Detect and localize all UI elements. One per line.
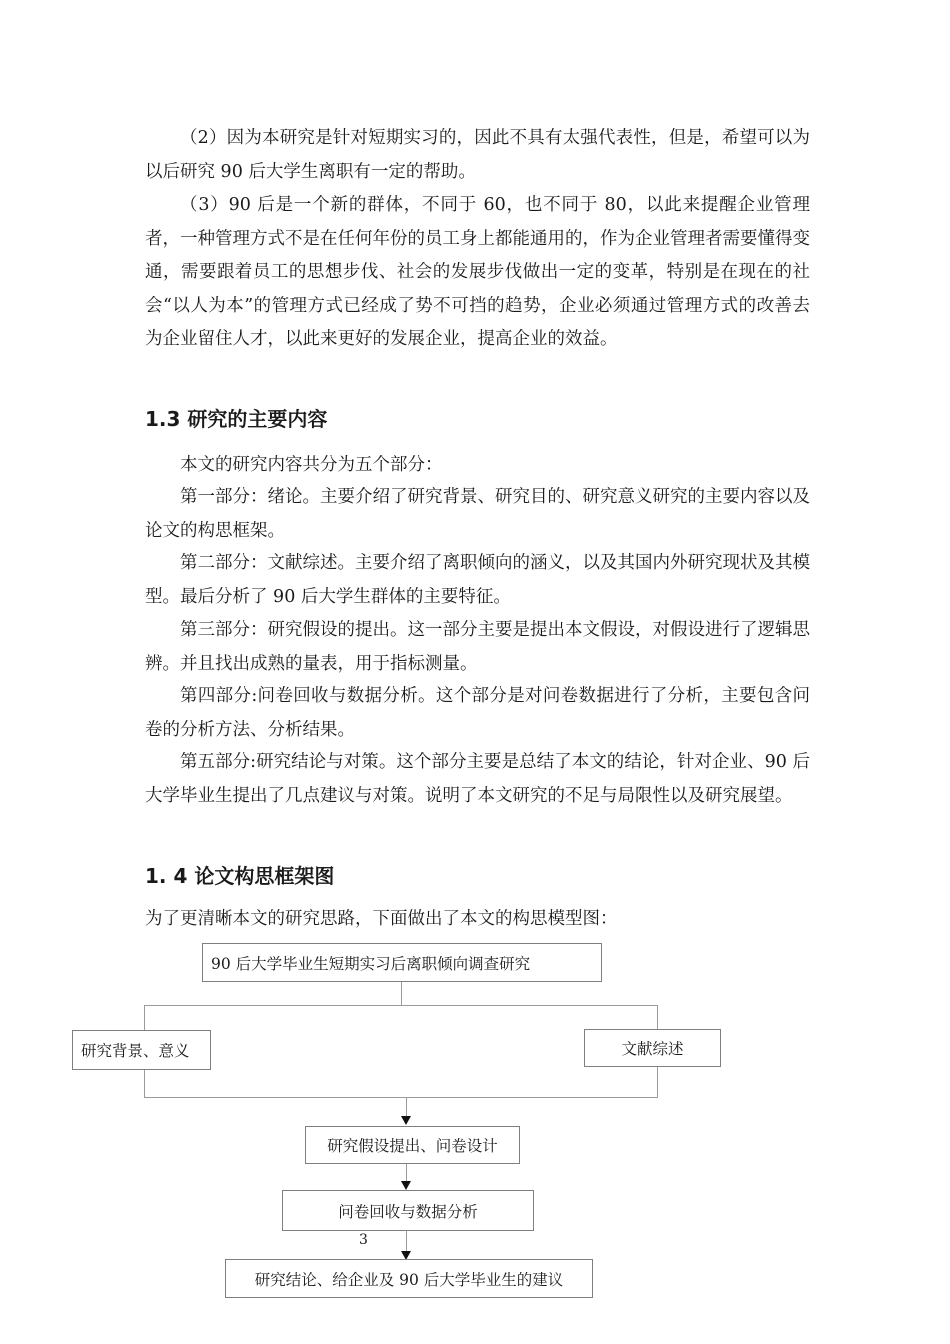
part-4-paragraph: 第四部分:问卷回收与数据分析。这个部分是对问卷数据进行了分析，主要包含问卷的分析方法、分析结果。: [145, 686, 810, 740]
page-number: 3: [359, 1232, 368, 1248]
diagram-right-box: 文献综述: [584, 1029, 721, 1067]
section-1-3-intro: 本文的研究内容共分为五个部分：: [180, 455, 443, 475]
paragraph-point-2: （2）因为本研究是针对短期实习的，因此不具有太强代表性，但是，希望可以为以后研究 90 后大学生离职有一定的帮助。: [145, 128, 810, 182]
part-1-paragraph: 第一部分：绪论。主要介绍了研究背景、研究目的、研究意义研究的主要内容以及论文的构思框架。: [145, 487, 810, 541]
connector-line: [401, 982, 402, 1005]
connector-line: [657, 1067, 658, 1097]
part-5-paragraph: 第五部分:研究结论与对策。这个部分主要是总结了本文的结论，针对企业、90 后大学毕业生提出了几点建议与对策。说明了本文研究的不足与局限性以及研究展望。: [145, 752, 810, 806]
section-1-4-heading: 1. 4 论文构思框架图: [145, 864, 335, 888]
diagram-left-box: 研究背景、意义: [72, 1030, 211, 1070]
section-1-3-heading: 1.3 研究的主要内容: [145, 407, 328, 431]
diagram-step3-box: 研究结论、给企业及 90 后大学毕业生的建议: [225, 1259, 593, 1298]
diagram-step2-box: 问卷回收与数据分析: [282, 1190, 534, 1231]
part-2-paragraph: 第二部分：文献综述。主要介绍了离职倾向的涵义，以及其国内外研究现状及其模型。最后分析了 90 后大学生群体的主要特征。: [145, 553, 810, 607]
part-3-paragraph: 第三部分：研究假设的提出。这一部分主要是提出本文假设，对假设进行了逻辑思辨。并且找出成熟的量表，用于指标测量。: [145, 620, 810, 674]
paragraph-point-3: （3）90 后是一个新的群体，不同于 60，也不同于 80，以此来提醒企业管理者，一种管理方式不是在任何年份的员工身上都能通用的，作为企业管理者需要懂得变通，需要跟着员工的思想步伐、社会的发展步伐做出一定的变革，特别是在现在的社会“以人为本”的管理方式已经成了势不可挡的趋势，企业必须通过管理方式的改善去为企业留住人才，以此来更好的发展企业，提高企业的效益。: [145, 195, 810, 349]
connector-line: [144, 1070, 145, 1097]
connector-line: [144, 1005, 145, 1030]
connector-line: [144, 1005, 658, 1006]
connector-line: [657, 1005, 658, 1029]
connector-line: [406, 1164, 407, 1181]
connector-line: [406, 1097, 407, 1116]
arrow-down-icon: [401, 1116, 411, 1125]
diagram-step1-box: 研究假设提出、问卷设计: [305, 1126, 520, 1164]
diagram-top-box: 90 后大学毕业生短期实习后离职倾向调查研究: [202, 943, 602, 982]
section-1-4-intro: 为了更清晰本文的研究思路，下面做出了本文的构思模型图：: [145, 909, 618, 929]
arrow-down-icon: [401, 1181, 411, 1190]
connector-line: [406, 1231, 407, 1251]
connector-line: [144, 1097, 658, 1098]
